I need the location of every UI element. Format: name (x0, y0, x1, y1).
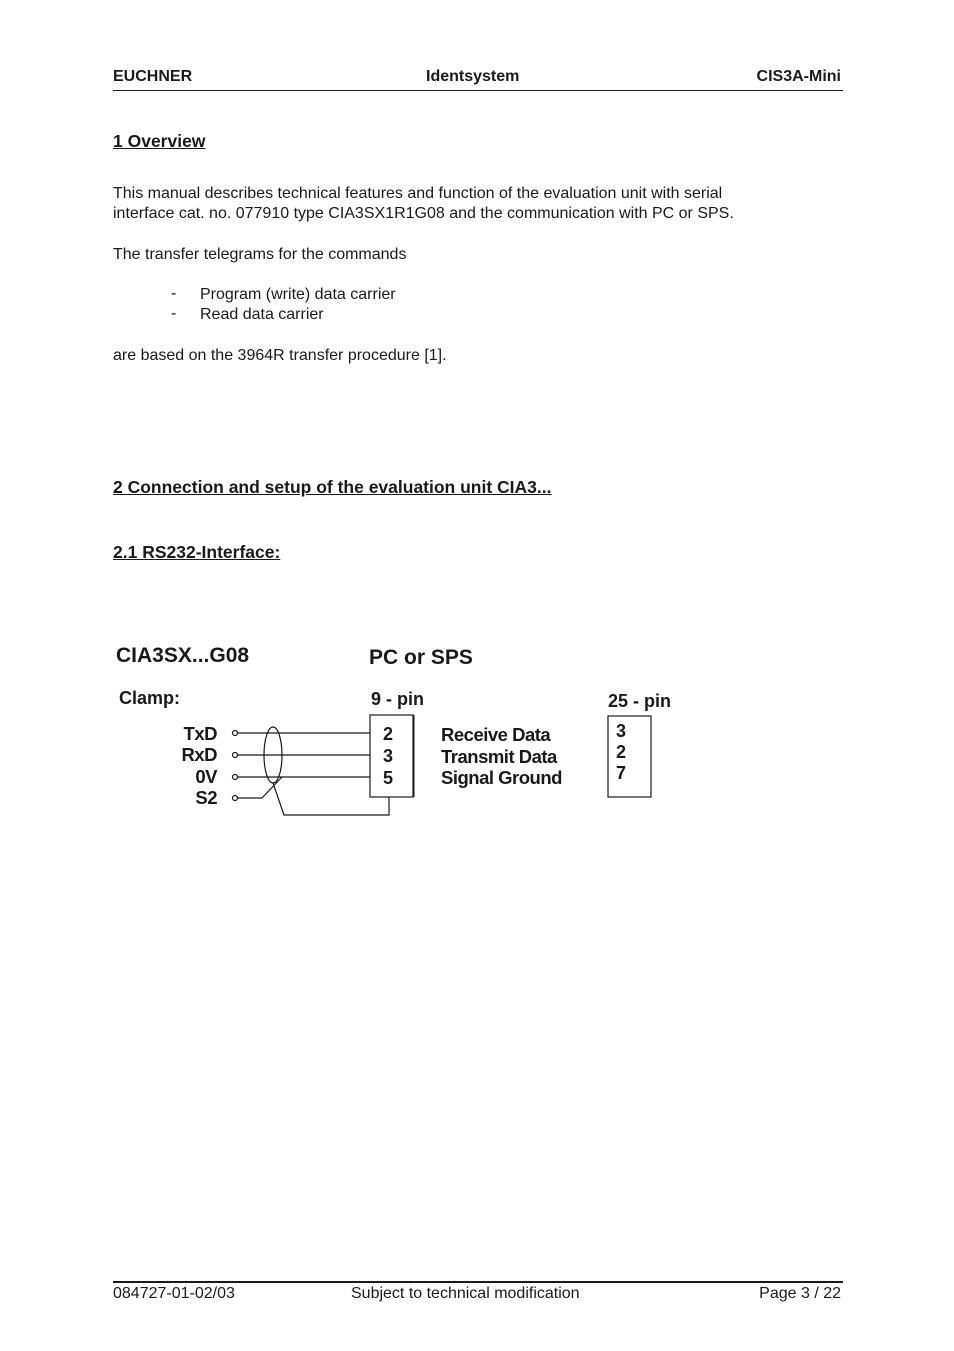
terminal-txd-icon (233, 731, 238, 736)
pin25-3: 3 (616, 721, 627, 741)
header-right: CIS3A-Mini (756, 68, 841, 85)
clamp-s2: S2 (195, 787, 217, 808)
header-left: EUCHNER (113, 68, 193, 85)
list-item-1: Program (write) data carrier (200, 286, 396, 303)
pin25-7: 7 (616, 763, 627, 783)
signal-transmit-data: Transmit Data (441, 746, 557, 767)
section1-paragraph-line2: interface cat. no. 077910 type CIA3SX1R1G08 and the communication with PC or SPS. (113, 205, 734, 222)
pin25-label: 25 - pin (608, 691, 672, 711)
wire-s2-jumper (262, 777, 282, 798)
clamp-txd: TxD (183, 723, 217, 744)
signal-receive-data: Receive Data (441, 724, 551, 745)
section2-heading: 2 Connection and setup of the evaluation unit CIA3... (113, 477, 552, 497)
section1-heading: 1 Overview (113, 131, 206, 151)
pin9-2: 2 (383, 724, 394, 744)
pin25-2: 2 (616, 742, 627, 762)
section1-paragraph3: are based on the 3964R transfer procedure [1]. (113, 347, 447, 364)
signal-ground: Signal Ground (441, 767, 562, 788)
footer-notice: Subject to technical modification (351, 1285, 580, 1302)
section1-paragraph2: The transfer telegrams for the commands (113, 246, 407, 263)
pc-title: PC or SPS (369, 646, 473, 669)
device-title: CIA3SX...G08 (116, 644, 250, 667)
clamp-0v: 0V (195, 766, 217, 787)
terminal-s2-icon (233, 796, 238, 801)
clamp-rxd: RxD (181, 744, 217, 765)
list-item-2-dash: - (171, 305, 177, 322)
header-center: Identsystem (426, 68, 520, 85)
pin9-5: 5 (383, 768, 394, 788)
list-item-2: Read data carrier (200, 306, 324, 323)
footer-rule (113, 1281, 843, 1283)
pin9-3: 3 (383, 746, 394, 766)
list-item-1-dash: - (171, 285, 177, 302)
terminal-0v-icon (233, 775, 238, 780)
connector-25pin-box (608, 716, 651, 797)
clamp-label: Clamp: (119, 688, 181, 708)
pin9-label: 9 - pin (371, 689, 424, 709)
terminal-rxd-icon (233, 753, 238, 758)
section2-1-heading: 2.1 RS232-Interface: (113, 542, 281, 562)
section1-paragraph-line1: This manual describes technical features and function of the evaluation unit with serial (113, 185, 723, 202)
footer-doc-number: 084727-01-02/03 (113, 1285, 235, 1302)
footer-page-number: Page 3 / 22 (759, 1285, 841, 1302)
wire-shield (273, 783, 389, 815)
